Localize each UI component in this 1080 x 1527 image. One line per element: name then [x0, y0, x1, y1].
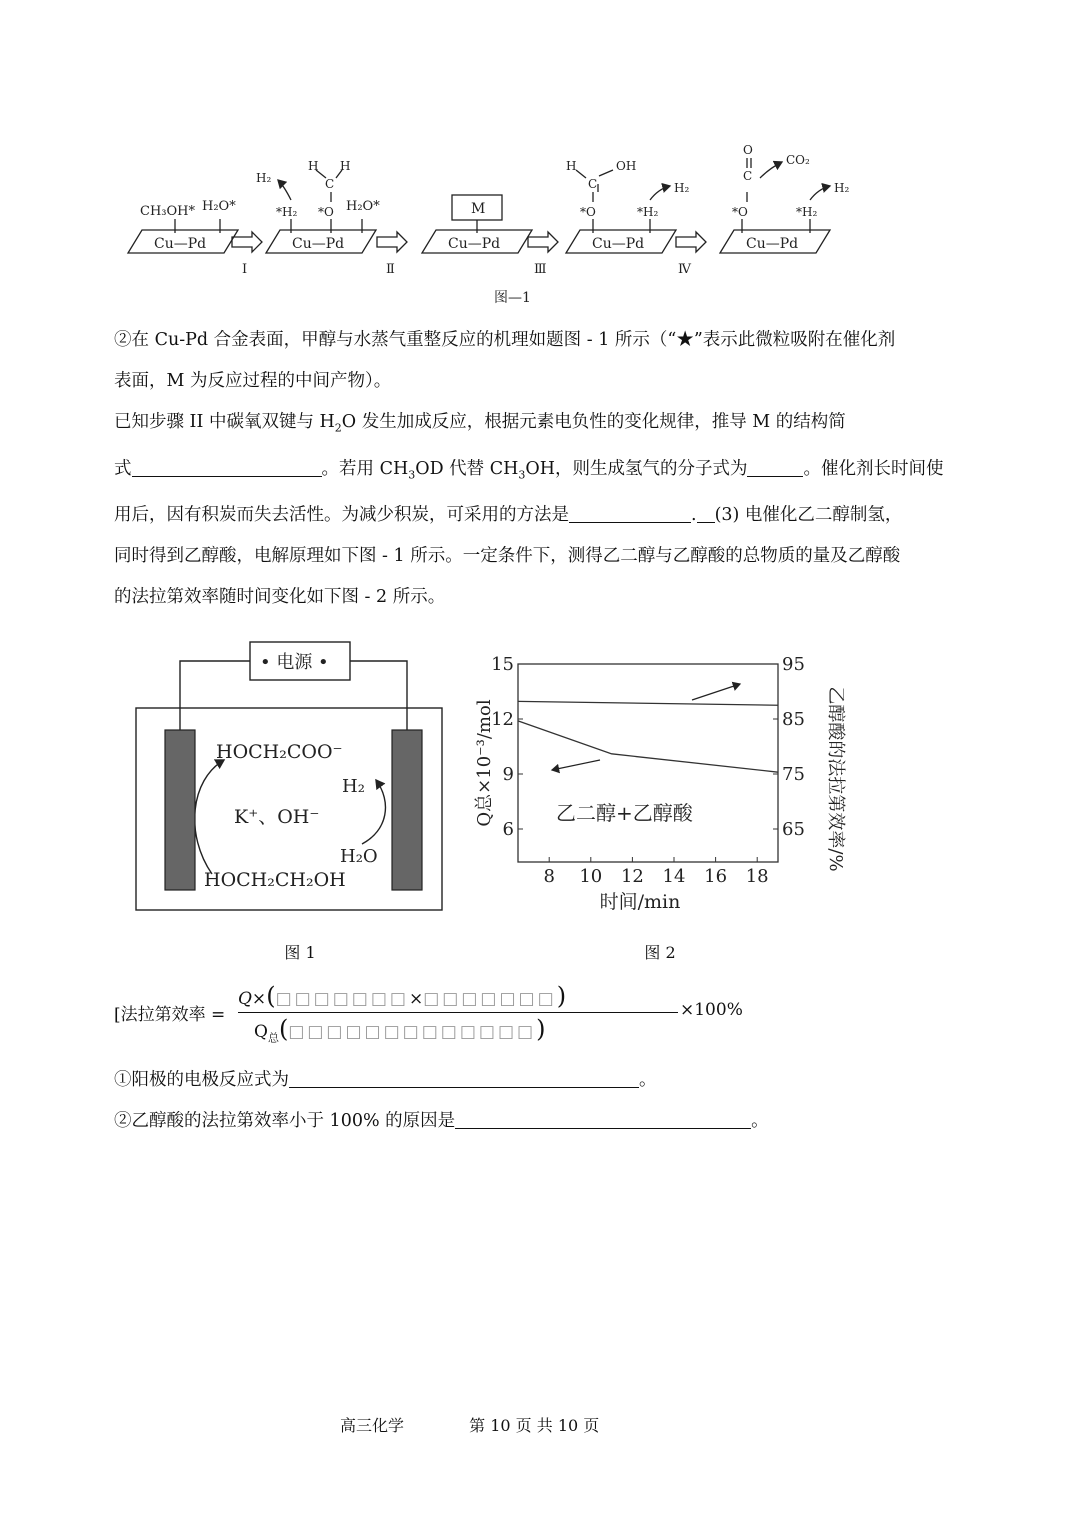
c-label-3: C — [743, 169, 753, 183]
h2-release-arrow-3 — [810, 186, 830, 200]
surface-label-2: Cu—Pd — [292, 236, 345, 252]
x-tick-label: 14 — [662, 866, 686, 887]
paragraph-line: 式 。若用 $CH_3OD$ 代替 $CH_3OH$，则生成氢气的分子式为 。催化剂长时间使 — [114, 449, 974, 496]
question-2: ②乙醇酸的法拉第效率小于 100% 的原因是 。 — [114, 1101, 974, 1142]
series-annotation: 乙二醇+乙醇酸 — [556, 801, 693, 825]
h2o-label-2: H₂O* — [346, 199, 380, 214]
x-tick-label: 12 — [620, 866, 644, 887]
power-supply-label: • 电源 • — [260, 652, 329, 673]
answer-blank-efficiency-reason[interactable] — [455, 1108, 751, 1129]
h2-label: H₂ — [342, 776, 365, 797]
surface-label-4: Cu—Pd — [592, 236, 645, 252]
figure-2-caption: 图 2 — [644, 943, 676, 962]
mechanism-caption: 图—1 — [494, 290, 531, 306]
c-label-1: C — [325, 177, 335, 191]
series-line-1 — [518, 721, 778, 772]
step-label-2: Ⅱ — [386, 262, 395, 277]
o-label-top: O — [743, 143, 753, 157]
wire-left — [180, 661, 250, 730]
figure-1-caption: 图 1 — [284, 943, 316, 962]
right-axis-title: 乙醇酸的法拉第效率/% — [825, 686, 846, 872]
h-label-1: H — [308, 159, 319, 173]
anode-reaction-arrow — [195, 760, 224, 874]
o-ads-label-2: *O — [580, 205, 596, 219]
question-list — [114, 1060, 974, 1142]
faraday-formula — [114, 982, 754, 1052]
x-tick-label: 18 — [745, 866, 769, 887]
paragraph-line: 表面，M 为反应过程的中间产物）。 — [114, 371, 392, 391]
right-tick-label: 65 — [782, 819, 805, 840]
right-tick-label: 85 — [782, 709, 805, 730]
step-label-4: Ⅳ — [678, 262, 691, 277]
h2-label-1: H₂ — [256, 171, 272, 185]
surface-label-5: Cu—Pd — [746, 236, 799, 252]
footer-subject: 高三化学 — [340, 1416, 405, 1435]
left-tick-label: 15 — [491, 654, 514, 675]
paragraph-line: 已知步骤 II 中碳氧双键与 $H_2O$ 发生加成反应，根据元素电负性的变化规律，推导 M 的结构简 — [114, 412, 846, 435]
paragraph-line: 同时得到乙醇酸，电解原理如下图 - 1 所示。一定条件下，测得乙二醇与乙醇酸的总物质的量及乙醇酸 — [114, 546, 901, 566]
co2-label: CO₂ — [786, 153, 810, 167]
x-tick-label: 10 — [579, 866, 603, 887]
page-footer — [340, 1413, 599, 1436]
right-tick-label: 75 — [782, 764, 805, 785]
surface-label-1: Cu—Pd — [154, 236, 207, 252]
right-tick-label: 95 — [782, 654, 805, 675]
step-arrow-3 — [528, 232, 558, 252]
right-axis-pointer-arrow — [692, 684, 740, 700]
fraction-bar — [238, 1012, 678, 1013]
ch3oh-label: CH₃OH* — [140, 204, 195, 219]
answer-blank-m-structure[interactable] — [132, 456, 322, 477]
h-label-3: H — [566, 159, 577, 173]
m-label: M — [471, 201, 486, 217]
formula-denominator: $Q_总(□□□□□□□□□□□□□)$ — [254, 1015, 546, 1045]
step-arrow-2 — [377, 232, 407, 252]
oh-label: OH — [616, 159, 637, 173]
question-1: ①阳极的电极反应式为 。 — [114, 1060, 974, 1101]
step-label-1: Ⅰ — [242, 262, 248, 277]
reactant-label: HOCH₂CH₂OH — [204, 869, 346, 891]
step-label-3: Ⅲ — [534, 262, 547, 277]
left-tick-label: 9 — [502, 764, 514, 785]
h-label-2: H — [340, 159, 351, 173]
answer-blank-carbon-method[interactable] — [569, 502, 691, 523]
cathode-electrode — [392, 730, 422, 890]
mechanism-figure — [110, 140, 870, 310]
step-arrow-1 — [232, 232, 262, 252]
h2-label-2: H₂ — [674, 181, 690, 195]
h2-ads-label-2: *H₂ — [637, 205, 659, 219]
surface-label-3: Cu—Pd — [448, 236, 501, 252]
product-label: HOCH₂COO⁻ — [216, 741, 343, 763]
paragraph-line: ②在 Cu-Pd 合金表面，甲醇与水蒸气重整反应的机理如题图 - 1 所示（“★”表示此微粒吸附在催化剂 — [114, 330, 896, 350]
footer-page-number: 第 10 页 共 10 页 — [469, 1416, 600, 1435]
answer-blank-h2-formula[interactable] — [747, 456, 803, 477]
electrolysis-cell-figure — [130, 630, 450, 920]
x-axis-title: 时间/min — [599, 891, 681, 913]
o-ads-label-1: *O — [318, 205, 334, 219]
plot-frame — [518, 664, 778, 862]
left-axis-title: Q总×10⁻³/mol — [474, 699, 495, 827]
blank-tail — [697, 502, 715, 523]
h2-release-arrow-2 — [650, 186, 670, 200]
x-tick-label: 16 — [704, 866, 728, 887]
h2-ads-label-3: *H₂ — [796, 205, 818, 219]
c-label-2: C — [588, 177, 598, 191]
faraday-efficiency-chart — [460, 648, 850, 928]
paragraph-line: 用后，因有积炭而失去活性。为减少积炭，可采用的方法是 . (3) 电催化乙二醇制氢， — [114, 495, 974, 536]
co2-release-arrow — [760, 162, 782, 178]
question-paragraph-1 — [114, 320, 974, 618]
left-tick-label: 12 — [491, 709, 514, 730]
wire-right — [350, 661, 407, 730]
answer-blank-anode-reaction[interactable] — [289, 1067, 639, 1088]
h2o-label: H₂O — [340, 846, 378, 867]
o-ads-label-3: *O — [732, 205, 748, 219]
step-arrow-4 — [676, 232, 706, 252]
h2-ads-label-1: *H₂ — [276, 205, 298, 219]
anode-electrode — [165, 730, 195, 890]
h2-label-3: H₂ — [834, 181, 850, 195]
formula-suffix: ×100% — [680, 1000, 743, 1020]
left-tick-label: 6 — [502, 819, 514, 840]
paragraph-line: 的法拉第效率随时间变化如下图 - 2 所示。 — [114, 587, 446, 607]
cathode-reaction-arrow — [362, 780, 385, 844]
left-axis-pointer-arrow — [552, 760, 600, 770]
formula-prefix: [法拉第效率 = — [114, 1005, 226, 1025]
h2-release-arrow-1 — [278, 180, 291, 200]
h2o-label-1: H₂O* — [202, 199, 236, 214]
formula-numerator: Q×(□□□□□□□×□□□□□□□) — [238, 982, 567, 1010]
ions-label: K⁺、OH⁻ — [234, 806, 320, 828]
x-tick-label: 8 — [543, 866, 555, 887]
series-line-2 — [518, 701, 778, 705]
